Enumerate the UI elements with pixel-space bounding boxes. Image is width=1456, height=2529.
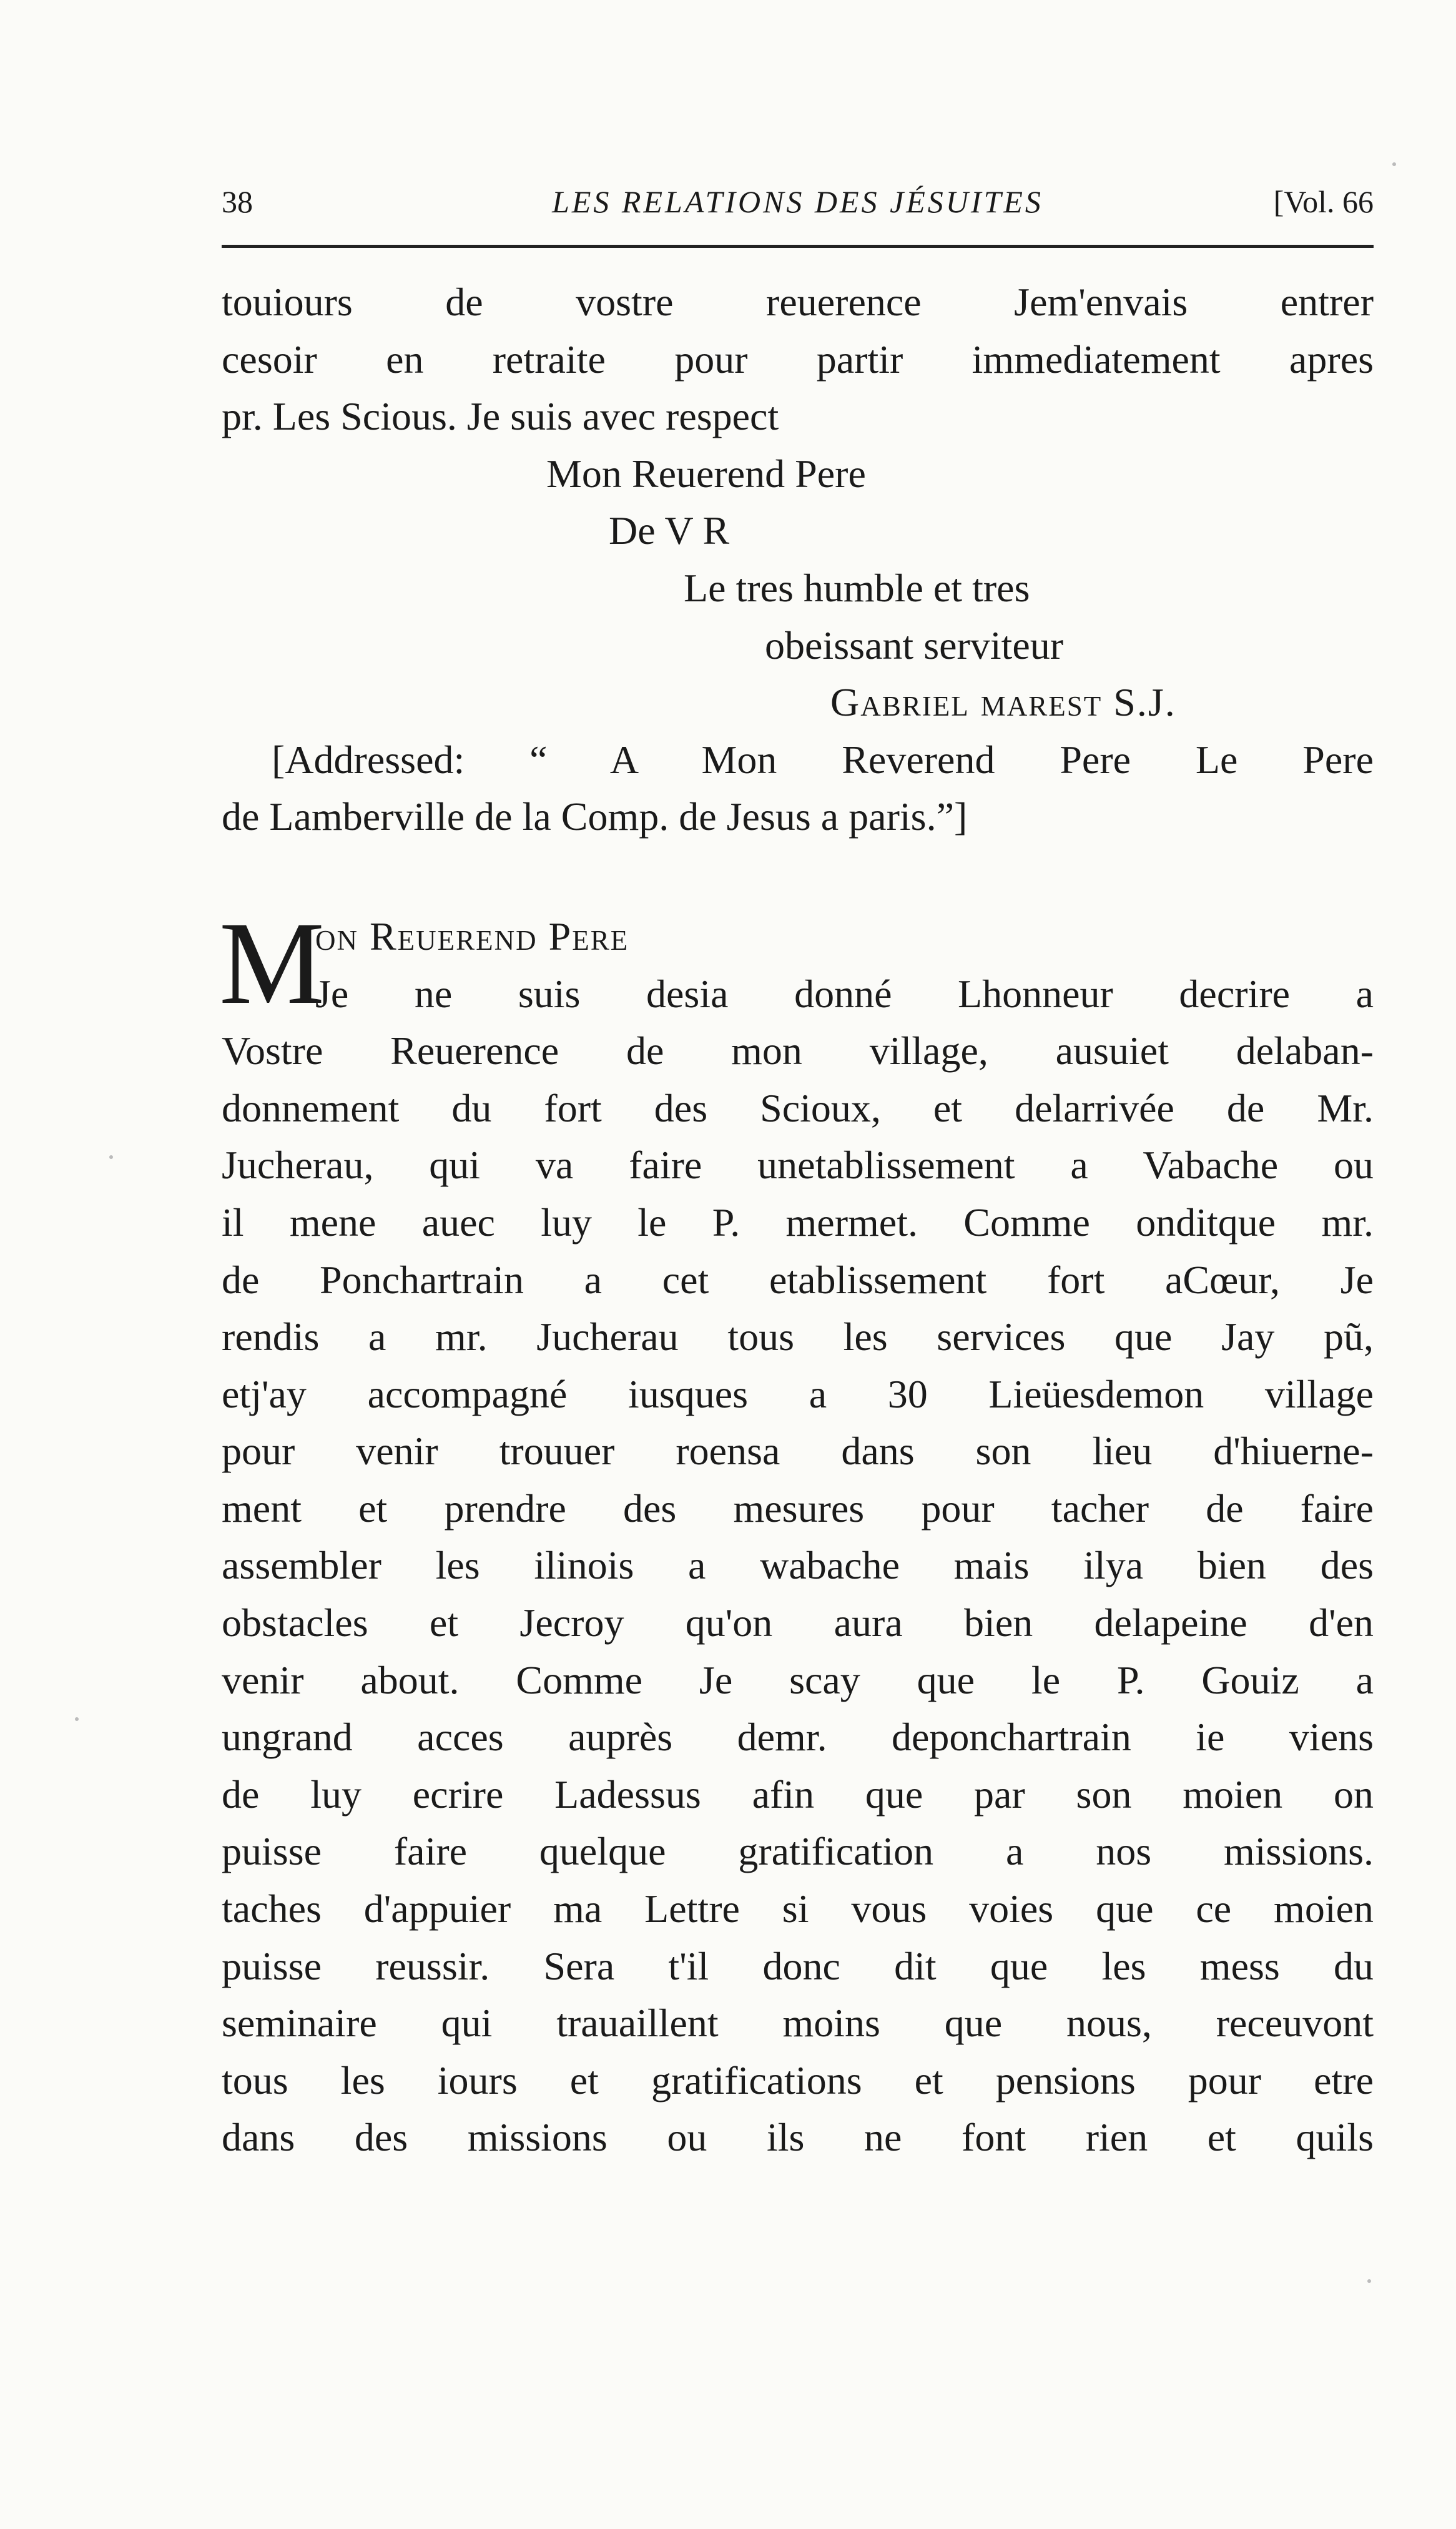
text-line: ment et prendre des mesures pour tacher de faire: [222, 1486, 1374, 1531]
paper-speck: [109, 1155, 113, 1159]
text-line: pr. Les Scious. Je suis avec respect: [222, 394, 779, 439]
text-line: Vostre Reuerence de mon village, ausuiet delaban-: [222, 1028, 1374, 1073]
header-rule: [222, 245, 1374, 248]
text-line: pour venir trouuer roensa dans son lieu d'hiuerne-: [222, 1429, 1374, 1474]
new-letter: [219, 897, 1374, 2166]
text-line: dans des missions ou ils ne font rien et quils: [222, 2115, 1374, 2160]
text-line: tous les iours et gratifications et pensions pour etre: [222, 2058, 1374, 2103]
page-body: [219, 274, 1374, 2166]
text-line: touiours de vostre reuerence Jem'envais entrer: [222, 280, 1374, 324]
text-line: venir about. Comme Je scay que le P. Gouiz a: [222, 1657, 1374, 1702]
text-line: il mene auec luy le P. mermet. Comme onditque mr.: [222, 1200, 1374, 1245]
book-page: [219, 0, 1374, 2529]
text-line: Je ne suis desia donné Lhonneur decrire a: [315, 971, 1374, 1016]
text-line: puisse reussir. Sera t'il donc dit que les mess du: [222, 1943, 1374, 1988]
text-line: seminaire qui trauaillent moins que nous, receuvont: [222, 2001, 1374, 2046]
paper-speck: [1392, 162, 1396, 166]
closing-line: obeissant serviteur: [765, 623, 1064, 668]
volume-label: [Vol. 66: [1273, 184, 1374, 219]
text-line: taches d'appuier ma Lettre si vous voies que ce moien: [222, 1886, 1374, 1931]
text-line: cesoir en retraite pour partir immediatement apres: [222, 337, 1374, 382]
text-line: donnement du fort des Scioux, et delarrivée de Mr.: [222, 1085, 1374, 1130]
drop-cap: M: [219, 897, 325, 1029]
text-line: de Ponchartrain a cet etablissement fort aCœur, Je: [222, 1257, 1374, 1302]
address-note: de Lamberville de la Comp. de Jesus a paris.”]: [222, 794, 968, 839]
closing-line: Le tres humble et tres: [684, 565, 1030, 610]
section-gap: [222, 845, 1374, 908]
paper-speck: [75, 1717, 79, 1721]
address-note: [Addressed: “ A Mon Reverend Pere Le Pere: [272, 737, 1374, 782]
text-line: ungrand acces auprès demr. deponchartrain ie viens: [222, 1715, 1374, 1760]
text-line: etj'ay accompagné iusques a 30 Lieüesdemon village: [222, 1371, 1374, 1416]
text-line: de luy ecrire Ladessus afin que par son moien on: [222, 1772, 1374, 1817]
running-header: [222, 184, 1374, 225]
signature: Gabriel marest S.J.: [830, 680, 1176, 725]
text-line: puisse faire quelque gratification a nos missions.: [222, 1829, 1374, 1874]
text-line: Jucherau, qui va faire unetablissement a Vabache ou: [222, 1143, 1374, 1188]
text-line: assembler les ilinois a wabache mais ilya bien des: [222, 1543, 1374, 1588]
salutation: on Reuerend Pere: [315, 914, 629, 959]
closing-salutation: Mon Reuerend Pere: [546, 451, 866, 496]
text-line: obstacles et Jecroy qu'on aura bien delapeine d'en: [222, 1600, 1374, 1645]
page-number: 38: [222, 184, 253, 219]
closing-line: De V R: [609, 508, 730, 553]
paper-speck: [1367, 2279, 1371, 2283]
running-title: LES RELATIONS DES JÉSUITES: [552, 184, 1043, 219]
text-line: rendis a mr. Jucherau tous les services que Jay pũ,: [222, 1314, 1374, 1359]
